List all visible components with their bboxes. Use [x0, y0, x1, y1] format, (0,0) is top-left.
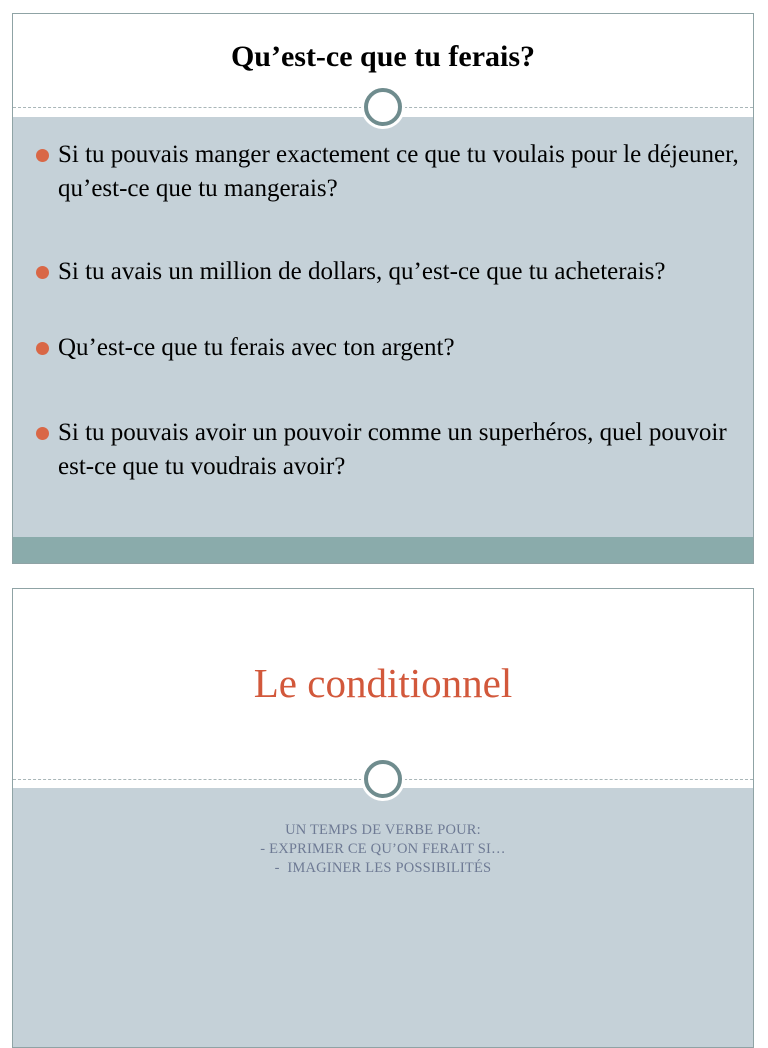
bullet-dot-icon — [36, 149, 49, 162]
circle-ornament-icon — [364, 88, 402, 126]
subtitle-line: UN TEMPS DE VERBE POUR: — [285, 822, 481, 838]
bullet-text: Qu’est-ce que tu ferais avec ton argent? — [58, 334, 455, 361]
footer-band — [13, 537, 753, 564]
bullet-item — [33, 416, 739, 484]
bullet-dot-icon — [36, 427, 49, 440]
slide-title: Qu’est-ce que tu ferais? — [230, 40, 536, 73]
subtitle-line: - EXPRIMER CE QU’ON FERAIT SI… — [260, 841, 506, 857]
slide-2 — [12, 588, 754, 1048]
subtitle-block — [13, 821, 753, 878]
bullet-item — [33, 331, 739, 365]
circle-ornament-icon — [364, 760, 402, 798]
bullet-item — [33, 138, 739, 206]
bullet-dot-icon — [36, 342, 49, 355]
subtitle-line: - IMAGINER LES POSSIBILITÉS — [274, 860, 492, 876]
slide-1 — [12, 13, 754, 564]
bullet-text: Si tu pouvais avoir un pouvoir comme un superhéros, quel pouvoir est-ce que tu voudrais avoir? — [58, 419, 727, 480]
bullet-dot-icon — [36, 266, 49, 279]
bullet-text: Si tu pouvais manger exactement ce que tu voulais pour le déjeuner, qu’est-ce que tu mangerais? — [58, 141, 739, 202]
slide-title: Le conditionnel — [253, 660, 513, 706]
bullet-text: Si tu avais un million de dollars, qu’est-ce que tu acheterais? — [58, 258, 666, 285]
bullet-item — [33, 255, 739, 289]
